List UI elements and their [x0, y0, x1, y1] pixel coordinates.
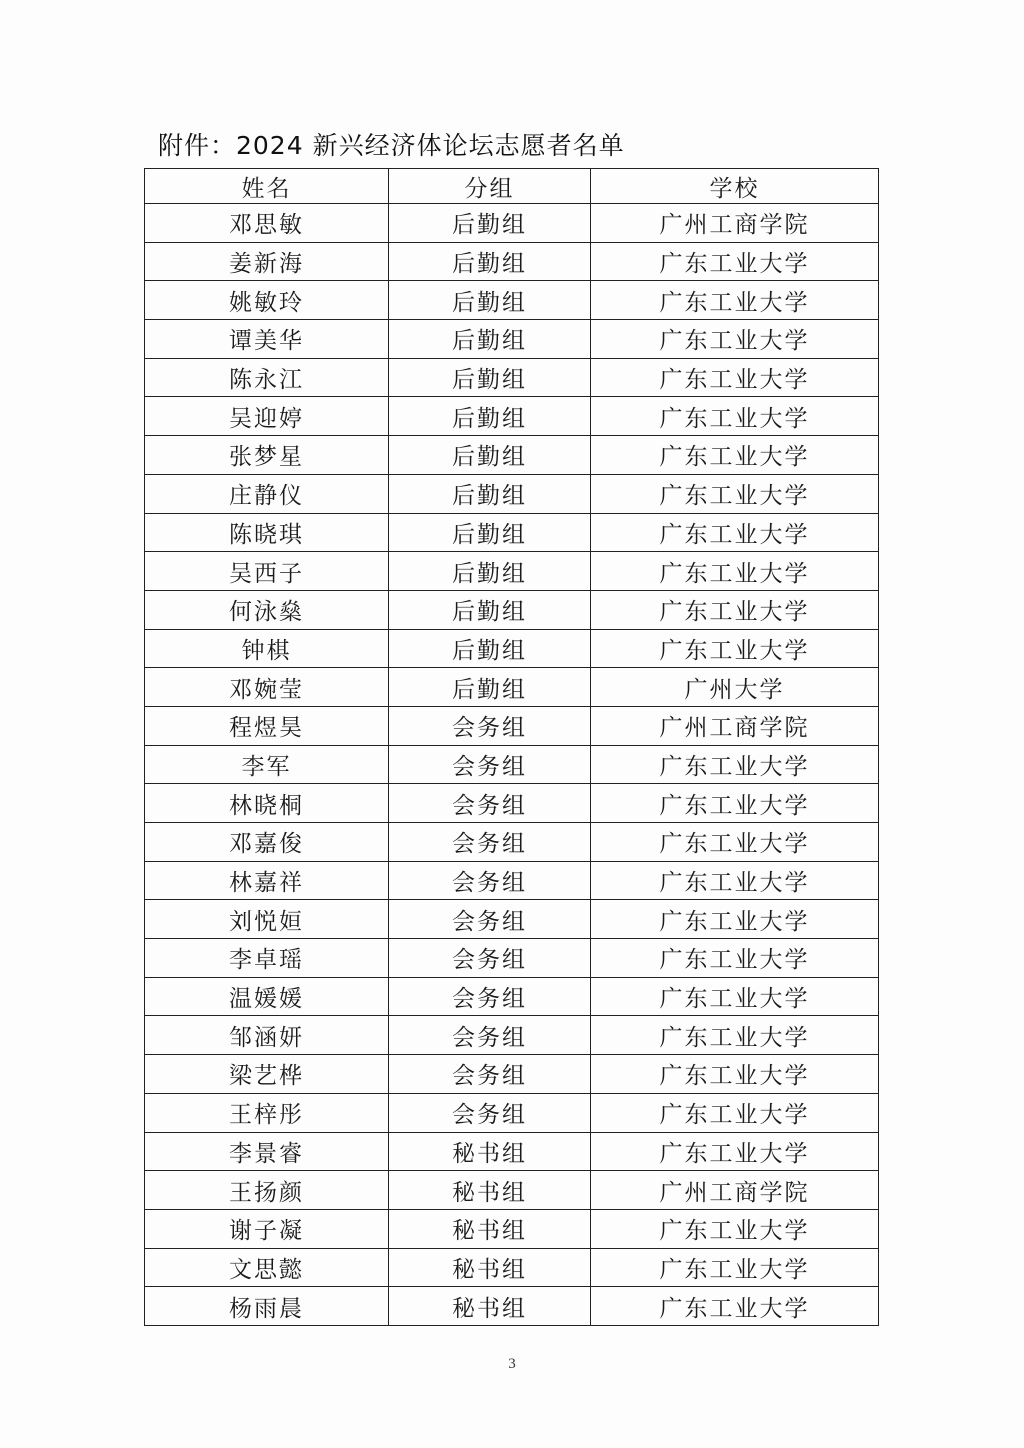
cell-name: 王梓彤	[145, 1093, 389, 1132]
cell-name: 林晓桐	[145, 784, 389, 823]
table-row	[145, 281, 879, 320]
cell-group: 秘书组	[389, 1209, 591, 1248]
cell-group: 后勤组	[389, 474, 591, 513]
table-row	[145, 823, 879, 862]
cell-name: 何泳燊	[145, 590, 389, 629]
cell-group: 会务组	[389, 706, 591, 745]
cell-group: 后勤组	[389, 590, 591, 629]
cell-name: 王扬颜	[145, 1171, 389, 1210]
cell-school: 广东工业大学	[591, 436, 879, 475]
table-row	[145, 436, 879, 475]
cell-school: 广东工业大学	[591, 320, 879, 359]
cell-group: 后勤组	[389, 552, 591, 591]
cell-name: 姚敏玲	[145, 281, 389, 320]
cell-school: 广东工业大学	[591, 474, 879, 513]
cell-group: 会务组	[389, 861, 591, 900]
cell-group: 会务组	[389, 1055, 591, 1094]
cell-name: 李军	[145, 745, 389, 784]
cell-school: 广东工业大学	[591, 977, 879, 1016]
table-row	[145, 1055, 879, 1094]
cell-name: 邓思敏	[145, 204, 389, 243]
cell-school: 广东工业大学	[591, 1016, 879, 1055]
cell-group: 秘书组	[389, 1248, 591, 1287]
cell-school: 广东工业大学	[591, 823, 879, 862]
table-row	[145, 1132, 879, 1171]
table-row	[145, 668, 879, 707]
cell-school: 广东工业大学	[591, 552, 879, 591]
table-row	[145, 590, 879, 629]
cell-name: 邓婉莹	[145, 668, 389, 707]
cell-group: 秘书组	[389, 1132, 591, 1171]
cell-school: 广东工业大学	[591, 281, 879, 320]
cell-group: 秘书组	[389, 1171, 591, 1210]
cell-group: 后勤组	[389, 204, 591, 243]
cell-school: 广东工业大学	[591, 784, 879, 823]
cell-name: 林嘉祥	[145, 861, 389, 900]
cell-school: 广东工业大学	[591, 861, 879, 900]
table-row	[145, 861, 879, 900]
table-body	[145, 204, 879, 1326]
cell-school: 广东工业大学	[591, 939, 879, 978]
cell-school: 广东工业大学	[591, 1055, 879, 1094]
cell-group: 后勤组	[389, 242, 591, 281]
cell-name: 姜新海	[145, 242, 389, 281]
cell-group: 会务组	[389, 977, 591, 1016]
cell-school: 广东工业大学	[591, 513, 879, 552]
table-row	[145, 1287, 879, 1326]
table-row	[145, 745, 879, 784]
table-row	[145, 977, 879, 1016]
cell-school: 广州工商学院	[591, 706, 879, 745]
cell-name: 吴西子	[145, 552, 389, 591]
table-header	[145, 169, 879, 204]
cell-name: 谢子凝	[145, 1209, 389, 1248]
cell-name: 刘悦姮	[145, 900, 389, 939]
table-row	[145, 900, 879, 939]
cell-name: 李景睿	[145, 1132, 389, 1171]
cell-school: 广东工业大学	[591, 358, 879, 397]
column-header-name: 姓名	[145, 169, 389, 204]
cell-school: 广东工业大学	[591, 397, 879, 436]
cell-school: 广东工业大学	[591, 1287, 879, 1326]
cell-name: 吴迎婷	[145, 397, 389, 436]
table-row	[145, 397, 879, 436]
cell-group: 会务组	[389, 939, 591, 978]
cell-group: 会务组	[389, 784, 591, 823]
cell-school: 广州大学	[591, 668, 879, 707]
cell-group: 会务组	[389, 1093, 591, 1132]
cell-group: 会务组	[389, 823, 591, 862]
cell-name: 文思懿	[145, 1248, 389, 1287]
cell-school: 广州工商学院	[591, 204, 879, 243]
table-row	[145, 1248, 879, 1287]
table-row	[145, 629, 879, 668]
cell-group: 后勤组	[389, 513, 591, 552]
table-row	[145, 552, 879, 591]
column-header-school: 学校	[591, 169, 879, 204]
page-number: 3	[508, 1356, 516, 1372]
table-row	[145, 358, 879, 397]
cell-school: 广东工业大学	[591, 242, 879, 281]
cell-name: 李卓瑶	[145, 939, 389, 978]
cell-name: 邓嘉俊	[145, 823, 389, 862]
table-row	[145, 1016, 879, 1055]
table-row	[145, 939, 879, 978]
table-row	[145, 706, 879, 745]
cell-school: 广东工业大学	[591, 745, 879, 784]
table-row	[145, 1093, 879, 1132]
cell-group: 后勤组	[389, 397, 591, 436]
table-row	[145, 242, 879, 281]
cell-school: 广东工业大学	[591, 1093, 879, 1132]
cell-group: 会务组	[389, 745, 591, 784]
cell-group: 后勤组	[389, 668, 591, 707]
table-row	[145, 1209, 879, 1248]
table-header-row	[145, 169, 879, 204]
cell-name: 张梦星	[145, 436, 389, 475]
cell-school: 广东工业大学	[591, 1132, 879, 1171]
cell-name: 温媛媛	[145, 977, 389, 1016]
volunteer-table	[144, 168, 879, 1326]
document-title: 附件：2024 新兴经济体论坛志愿者名单	[158, 131, 625, 160]
cell-group: 后勤组	[389, 281, 591, 320]
cell-name: 庄静仪	[145, 474, 389, 513]
column-header-group: 分组	[389, 169, 591, 204]
cell-name: 程煜昊	[145, 706, 389, 745]
cell-group: 后勤组	[389, 436, 591, 475]
cell-name: 谭美华	[145, 320, 389, 359]
cell-school: 广东工业大学	[591, 629, 879, 668]
cell-group: 秘书组	[389, 1287, 591, 1326]
table-row	[145, 474, 879, 513]
cell-group: 后勤组	[389, 320, 591, 359]
cell-school: 广州工商学院	[591, 1171, 879, 1210]
table-row	[145, 204, 879, 243]
cell-name: 杨雨晨	[145, 1287, 389, 1326]
cell-name: 钟棋	[145, 629, 389, 668]
cell-group: 后勤组	[389, 629, 591, 668]
cell-name: 邹涵妍	[145, 1016, 389, 1055]
cell-name: 陈永江	[145, 358, 389, 397]
cell-name: 陈晓琪	[145, 513, 389, 552]
cell-group: 后勤组	[389, 358, 591, 397]
cell-school: 广东工业大学	[591, 1209, 879, 1248]
cell-group: 会务组	[389, 1016, 591, 1055]
table-row	[145, 784, 879, 823]
cell-school: 广东工业大学	[591, 900, 879, 939]
cell-school: 广东工业大学	[591, 590, 879, 629]
table-row	[145, 320, 879, 359]
table-row	[145, 513, 879, 552]
table-row	[145, 1171, 879, 1210]
cell-name: 梁艺桦	[145, 1055, 389, 1094]
cell-group: 会务组	[389, 900, 591, 939]
cell-school: 广东工业大学	[591, 1248, 879, 1287]
